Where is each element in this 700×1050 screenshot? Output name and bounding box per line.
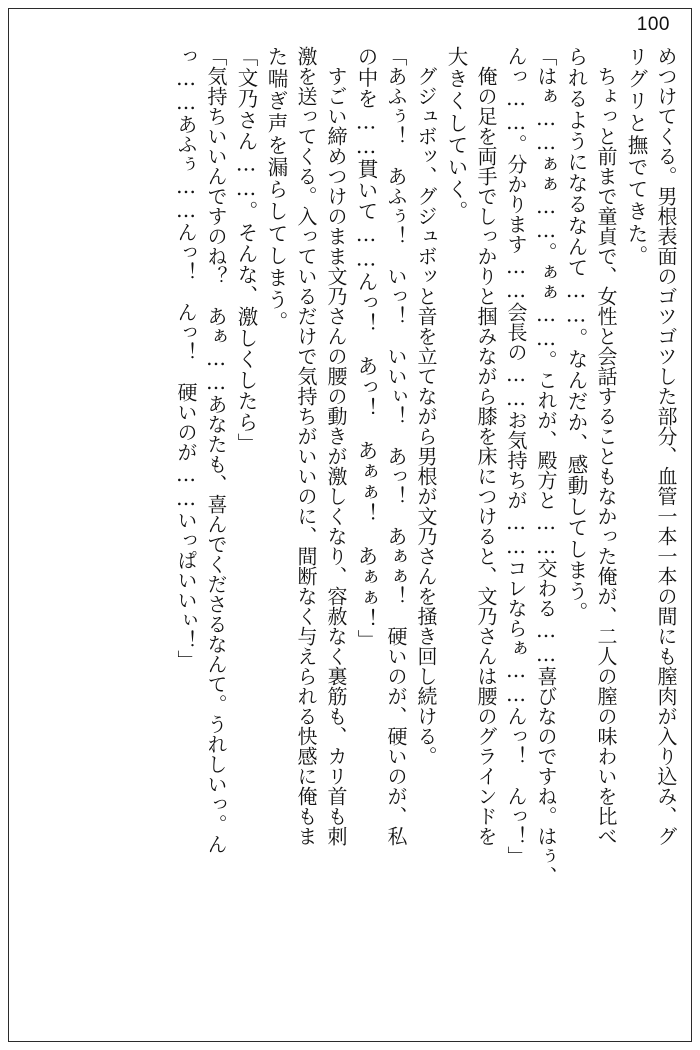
text-line: 激を送ってくる。入っているだけで気持ちがいいのに、間断なく与えられる快感に俺もま [294,46,318,846]
text-line: 「あふぅ！ あふぅ！ いっ！ いいぃ！ あっ！ あぁぁ！ 硬いのが、硬いのが、私 [384,46,408,846]
text-line: られるようになるなんて……。なんだか、感動してしまう。 [564,46,588,623]
text-line: んっ……。分かります……会長の……お気持ちが……コレならぁ……んっ！ んっ！」 [504,46,528,866]
text-line: 大きくしていく。 [444,46,468,223]
text-line: ちょっと前まで童貞で、女性と会話することもなかった俺が、二人の膣の味わいを比べ [594,46,618,846]
text-line: 「気持ちいいんですのね？ あぁ……あなたも、喜んでくださるなんて。うれしいっ。ん [204,46,228,854]
text-line: 俺の足を両手でしっかりと掴みながら膝を床につけると、文乃さんは腰のグラインドを [474,46,498,846]
text-line: 「はぁ……ぁぁ……。ぁぁ……。これが、殿方と……交わる……喜びなのですね。はぅ、 [534,46,558,886]
text-line: っ……あふぅ……んっ！ んっ！ 硬いのが……いっぱいいぃ！」 [174,46,198,670]
text-line: の中を……貫いて……んっ！ あっ！ あぁぁ！ あぁぁ！」 [354,46,378,651]
text-line: た喘ぎ声を漏らしてしまう。 [264,46,288,334]
text-line: リグリと撫でてきた。 [624,46,648,267]
text-line: すごい締めつけのまま文乃さんの腰の動きが激しくなり、容赦なく裏筋も、カリ首も刺 [324,46,348,846]
text-line: グジュボッ、グジュボッと音を立てながら男根が文乃さんを掻き回し続ける。 [414,46,438,766]
page-number: 100 [636,14,670,35]
text-line: 「文乃さん……。そんな、激しくしたら」 [234,46,258,454]
vertical-text-body [24,46,676,1028]
text-line: めつけてくる。男根表面のゴツゴツした部分、血管一本一本の間にも膣肉が入り込み、グ [654,46,678,846]
